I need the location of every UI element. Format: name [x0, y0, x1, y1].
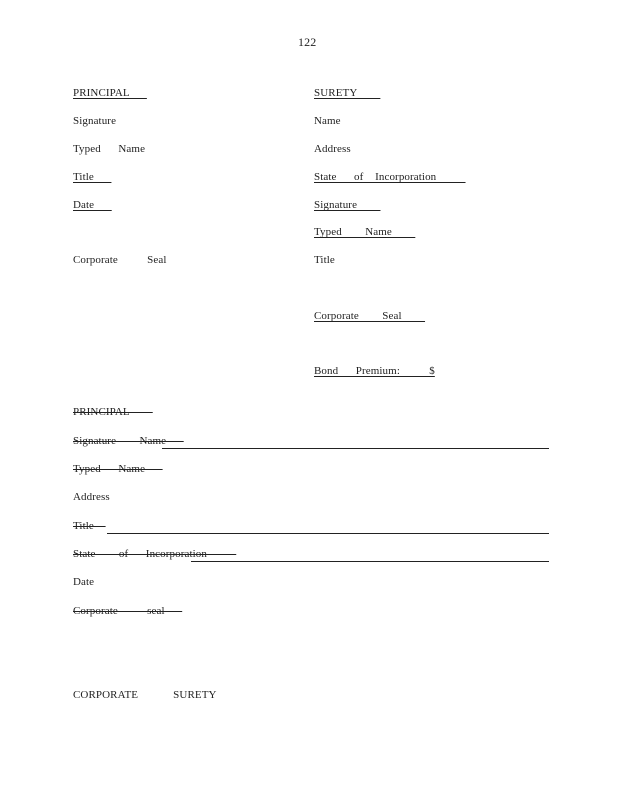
lower-date-label: Date [73, 576, 95, 588]
lower-state-of-incorporation-label: State of Incorporation [73, 548, 237, 560]
state-of-incorporation-line[interactable] [191, 561, 549, 562]
surety-name-label: Name [314, 115, 341, 127]
lower-corporate-seal-label: Corporate seal [73, 605, 183, 617]
principal-date-label: Date [73, 199, 112, 211]
bond-premium-label: Bond Premium: $ [314, 365, 435, 377]
lower-typed-name-label: Typed Name [73, 463, 163, 475]
lower-signature-name-label: Signature Name [73, 435, 184, 447]
surety-typed-name-label: Typed Name [314, 226, 416, 238]
lower-title-label: Title [73, 520, 106, 532]
surety-signature-label: Signature [314, 199, 381, 211]
corporate-surety-label: CORPORATE SURETY [73, 689, 217, 701]
lower-address-label: Address [73, 491, 110, 503]
signature-name-line[interactable] [162, 448, 549, 449]
principal-title-label: Title [73, 171, 112, 183]
lower-principal-heading: PRINCIPAL [73, 406, 153, 418]
principal-corporate-seal-label: Corporate Seal [73, 254, 167, 266]
principal-typed-name-label: Typed Name [73, 143, 146, 155]
principal-signature-label: Signature [73, 115, 117, 127]
surety-heading: SURETY [314, 87, 381, 99]
page-number: 122 [298, 35, 317, 49]
principal-heading: PRINCIPAL [73, 87, 147, 99]
surety-address-label: Address [314, 143, 351, 155]
title-line[interactable] [107, 533, 549, 534]
surety-corporate-seal-label: Corporate Seal [314, 310, 426, 322]
surety-title-label: Title [314, 254, 335, 266]
surety-state-of-incorporation-label: State of Incorporation [314, 171, 466, 183]
